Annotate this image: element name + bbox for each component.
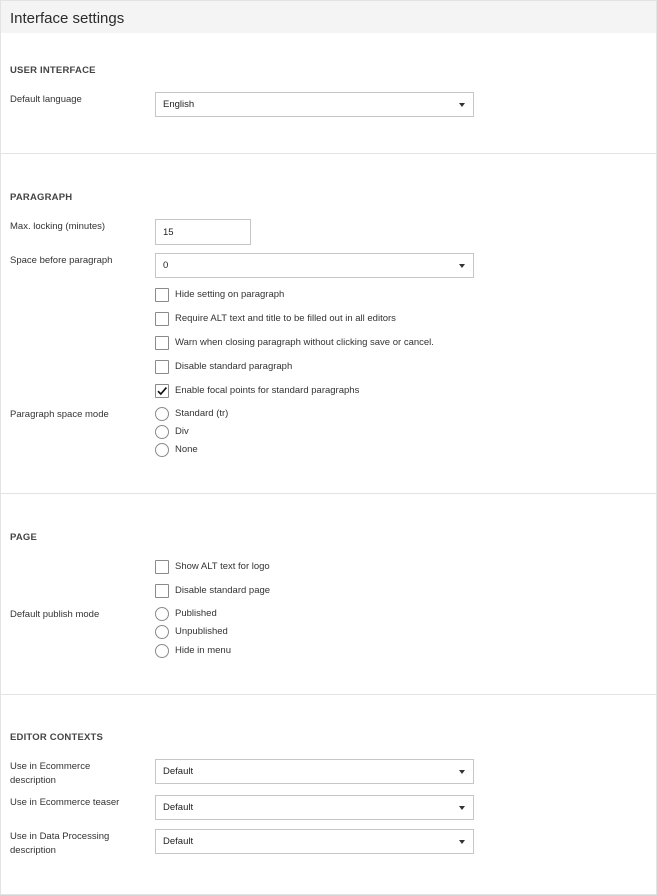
default-publish-mode-label: Default publish mode xyxy=(10,609,100,620)
checkbox-box[interactable] xyxy=(155,384,169,398)
checkbox-label: Show ALT text for logo xyxy=(175,561,270,572)
divider xyxy=(1,153,656,154)
data-processing-description-value: Default xyxy=(163,836,194,847)
ecommerce-teaser-label: Use in Ecommerce teaser xyxy=(10,797,120,808)
space-before-paragraph-select[interactable] xyxy=(155,253,474,278)
checkmark-icon xyxy=(156,385,168,397)
chevron-down-icon xyxy=(459,264,465,268)
chevron-down-icon xyxy=(459,806,465,810)
chevron-down-icon xyxy=(459,103,465,107)
max-locking-value: 15 xyxy=(163,227,174,238)
ecommerce-description-select[interactable] xyxy=(155,759,474,784)
radio-button[interactable] xyxy=(155,607,169,621)
chevron-down-icon xyxy=(459,840,465,844)
panel-title: Interface settings xyxy=(10,10,125,27)
radio-button[interactable] xyxy=(155,425,169,439)
section-heading-user-interface: USER INTERFACE xyxy=(10,65,96,76)
checkbox-label: Enable focal points for standard paragraphs xyxy=(175,385,360,396)
ecommerce-teaser-select[interactable] xyxy=(155,795,474,820)
checkbox-box[interactable] xyxy=(155,360,169,374)
chevron-down-icon xyxy=(459,770,465,774)
checkbox-label: Require ALT text and title to be filled out in all editors xyxy=(175,313,396,324)
data-processing-description-select[interactable] xyxy=(155,829,474,854)
checkbox-label: Disable standard paragraph xyxy=(175,361,293,372)
default-language-label: Default language xyxy=(10,94,82,105)
ecommerce-description-value: Default xyxy=(163,766,194,777)
default-language-select[interactable] xyxy=(155,92,474,117)
max-locking-input[interactable] xyxy=(155,219,251,245)
divider xyxy=(1,493,656,494)
radio-label: Published xyxy=(175,608,217,619)
radio-button[interactable] xyxy=(155,644,169,658)
section-heading-page: PAGE xyxy=(10,532,38,543)
radio-label: None xyxy=(175,444,198,455)
radio-label: Unpublished xyxy=(175,626,228,637)
checkbox-box[interactable] xyxy=(155,312,169,326)
radio-button[interactable] xyxy=(155,407,169,421)
radio-label: Standard (tr) xyxy=(175,408,229,419)
checkbox-label: Warn when closing paragraph without clicking save or cancel. xyxy=(175,337,434,348)
checkbox-label: Disable standard page xyxy=(175,585,271,596)
radio-label: Div xyxy=(175,426,189,437)
radio-button[interactable] xyxy=(155,625,169,639)
radio-button[interactable] xyxy=(155,443,169,457)
checkbox-box[interactable] xyxy=(155,336,169,350)
checkbox-box[interactable] xyxy=(155,288,169,302)
space-before-paragraph-label: Space before paragraph xyxy=(10,255,113,266)
paragraph-space-mode-label: Paragraph space mode xyxy=(10,409,109,420)
divider xyxy=(1,694,656,695)
radio-label: Hide in menu xyxy=(175,645,231,656)
section-heading-paragraph: PARAGRAPH xyxy=(10,192,73,203)
data-processing-description-label: Use in Data Processing description xyxy=(10,831,110,856)
checkbox-label: Hide setting on paragraph xyxy=(175,289,285,300)
panel-header xyxy=(1,1,656,33)
checkbox-box[interactable] xyxy=(155,560,169,574)
ecommerce-description-label: Use in Ecommerce description xyxy=(10,761,91,786)
section-heading-editor-contexts: EDITOR CONTEXTS xyxy=(10,732,104,743)
space-before-paragraph-value: 0 xyxy=(163,260,169,271)
max-locking-label: Max. locking (minutes) xyxy=(10,221,106,232)
ecommerce-teaser-value: Default xyxy=(163,802,194,813)
default-language-value: English xyxy=(163,99,195,110)
checkbox-box[interactable] xyxy=(155,584,169,598)
